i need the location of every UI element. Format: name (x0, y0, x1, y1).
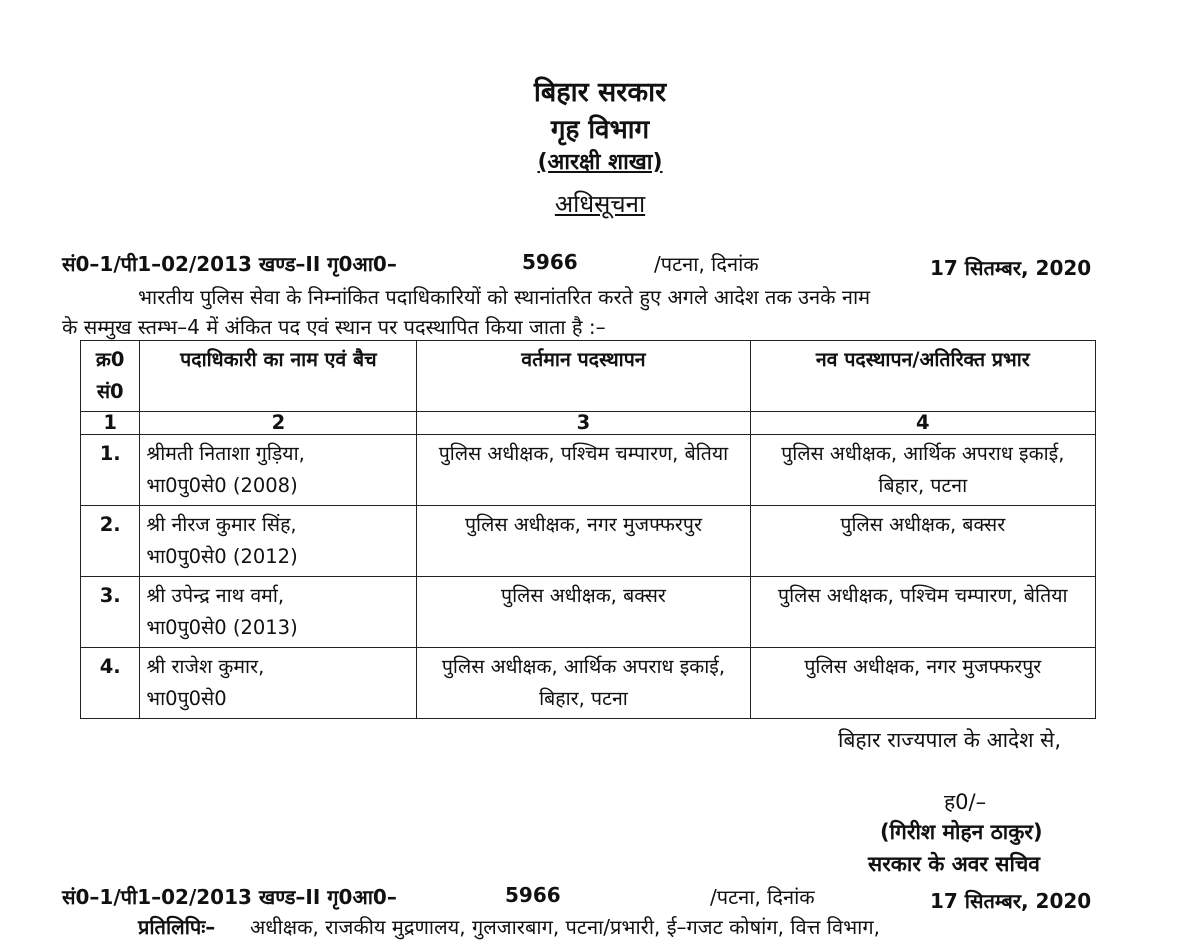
row-sno: 2. (81, 506, 140, 577)
row-current-posting: पुलिस अधीक्षक, बक्सर (417, 577, 750, 648)
reference-place-date-label: /पटना, दिनांक (654, 252, 759, 276)
officer-batch: भा0पु0से0 (2008) (146, 474, 298, 497)
intro-line-1: भारतीय पुलिस सेवा के निम्नांकित पदाधिकारियों को स्थानांतरित करते हुए अगले आदेश तक उनके नाम (138, 285, 871, 309)
header-sno: क्र0 सं0 (81, 341, 140, 412)
officer-batch: भा0पु0से0 (2013) (146, 616, 298, 639)
row-officer (140, 435, 417, 506)
row-new-posting: पुलिस अधीक्षक, नगर मुजफ्फरपुर (750, 648, 1095, 719)
row-current-posting: पुलिस अधीक्षक, पश्चिम चम्पारण, बेतिया (417, 435, 750, 506)
row-current-posting: पुलिस अधीक्षक, आर्थिक अपराध इकाई, बिहार, पटना (417, 648, 750, 719)
row-sno: 3. (81, 577, 140, 648)
column-number: 1 (81, 412, 140, 435)
column-number: 3 (417, 412, 750, 435)
officer-name: श्री उपेन्द्र नाथ वर्मा, (146, 584, 285, 607)
row-new-posting: पुलिस अधीक्षक, पश्चिम चम्पारण, बेतिया (750, 577, 1095, 648)
order-line: बिहार राज्यपाल के आदेश से, (838, 728, 1062, 752)
branch-heading: (आरक्षी शाखा) (537, 150, 663, 175)
row-officer (140, 648, 417, 719)
header-new-posting: नव पदस्थापन/अतिरिक्त प्रभार (750, 341, 1095, 412)
copy-place-date-label: /पटना, दिनांक (710, 885, 815, 909)
table-row (81, 577, 1096, 648)
department-heading: गृह विभाग (550, 115, 650, 145)
officer-name: श्री नीरज कुमार सिंह, (146, 513, 297, 536)
copy-number: 5966 (505, 883, 561, 907)
header-current-posting: वर्तमान पदस्थापन (417, 341, 750, 412)
column-number: 2 (140, 412, 417, 435)
government-heading: बिहार सरकार (533, 77, 667, 108)
table-row (81, 435, 1096, 506)
officer-batch: भा0पु0से0 (2012) (146, 545, 298, 568)
row-sno: 4. (81, 648, 140, 719)
officer-batch: भा0पु0से0 (146, 687, 227, 710)
signatory-designation: सरकार के अवर सचिव (868, 852, 1040, 876)
signatory-name: (गिरीश मोहन ठाकुर) (880, 820, 1043, 844)
table-row (81, 648, 1096, 719)
row-current-posting: पुलिस अधीक्षक, नगर मुजफ्फरपुर (417, 506, 750, 577)
officer-name: श्रीमती निताशा गुड़िया, (146, 442, 305, 465)
table-row (81, 506, 1096, 577)
row-sno: 1. (81, 435, 140, 506)
reference-number: 5966 (522, 250, 578, 274)
document-type-heading: अधिसूचना (554, 190, 646, 218)
signed-mark: ह0/– (944, 790, 987, 814)
officer-name: श्री राजेश कुमार, (146, 655, 265, 678)
reference-file-no: सं0–1/पी1–02/2013 खण्ड–II गृ0आ0– (62, 252, 397, 276)
column-number: 4 (750, 412, 1095, 435)
column-number-row (81, 412, 1096, 435)
copy-label: प्रतिलिपिः– (138, 915, 216, 939)
copy-date: 17 सितम्बर, 2020 (930, 889, 1092, 913)
row-officer (140, 577, 417, 648)
header-name: पदाधिकारी का नाम एवं बैच (140, 341, 417, 412)
copy-text: अधीक्षक, राजकीय मुद्रणालय, गुलजारबाग, पटना/प्रभारी, ई–गजट कोषांग, वित्त विभाग, (250, 915, 880, 939)
row-new-posting: पुलिस अधीक्षक, बक्सर (750, 506, 1095, 577)
intro-line-2: के सम्मुख स्तम्भ–4 में अंकित पद एवं स्थान पर पदस्थापित किया जाता है :– (62, 315, 606, 339)
table-header-row (81, 341, 1096, 412)
row-officer (140, 506, 417, 577)
reference-date: 17 सितम्बर, 2020 (930, 256, 1092, 280)
transfer-table (80, 340, 1096, 719)
row-new-posting: पुलिस अधीक्षक, आर्थिक अपराध इकाई, बिहार, पटना (750, 435, 1095, 506)
copy-file-no: सं0–1/पी1–02/2013 खण्ड–II गृ0आ0– (62, 885, 397, 909)
